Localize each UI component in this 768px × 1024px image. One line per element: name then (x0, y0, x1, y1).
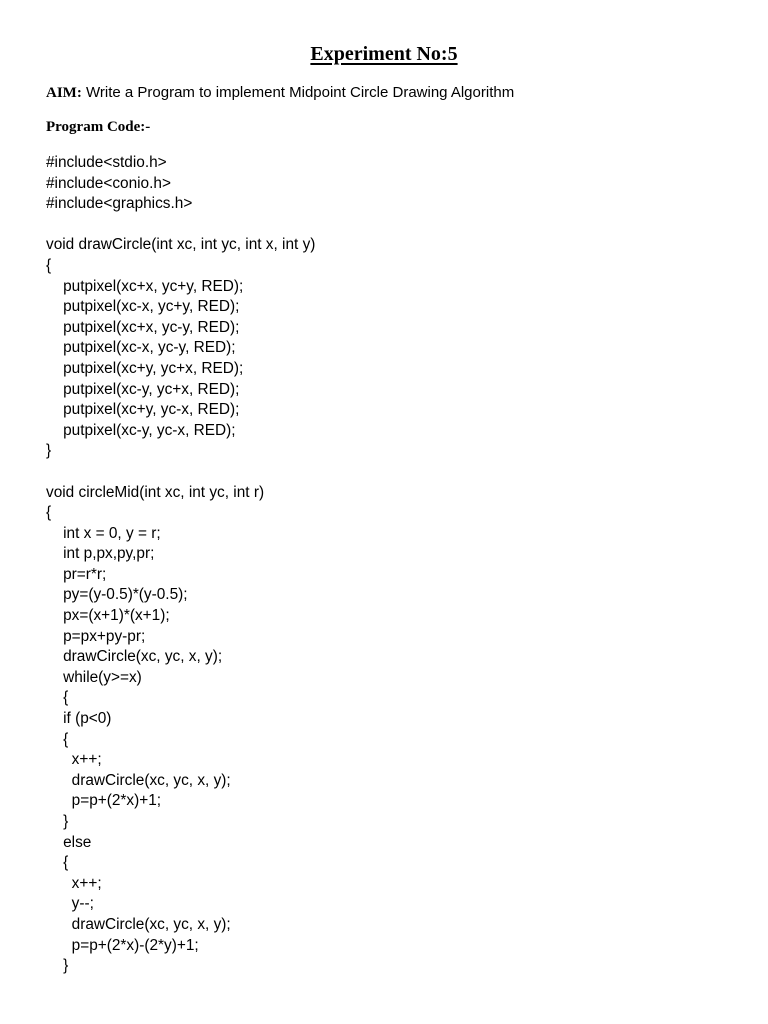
code-line: x++; (46, 751, 102, 769)
code-line: #include<conio.h> (46, 174, 171, 192)
code-line: } (46, 442, 52, 460)
code-line: int x = 0, y = r; (46, 524, 161, 542)
code-line: { (46, 730, 69, 748)
code-line: { (46, 854, 69, 872)
code-line: putpixel(xc+y, yc-x, RED); (46, 401, 240, 419)
code-line: putpixel(xc-x, yc+y, RED); (46, 298, 240, 316)
code-line: else (46, 833, 92, 851)
code-line: { (46, 689, 69, 707)
code-block (46, 153, 315, 977)
code-line: py=(y-0.5)*(y-0.5); (46, 586, 188, 604)
code-line: while(y>=x) (46, 668, 142, 686)
code-line: putpixel(xc+x, yc+y, RED); (46, 277, 244, 295)
code-line: drawCircle(xc, yc, x, y); (46, 771, 231, 789)
aim-text: Write a Program to implement Midpoint Circle Drawing Algorithm (81, 84, 515, 101)
code-line: pr=r*r; (46, 565, 107, 583)
code-line: px=(x+1)*(x+1); (46, 607, 170, 625)
code-line (46, 462, 315, 483)
program-code-heading: Program Code:- (46, 119, 151, 135)
code-line: #include<graphics.h> (46, 195, 193, 213)
code-line: x++; (46, 874, 102, 892)
code-line: putpixel(xc+y, yc+x, RED); (46, 359, 244, 377)
code-line: putpixel(xc+x, yc-y, RED); (46, 318, 240, 336)
code-line: { (46, 504, 52, 522)
code-line: putpixel(xc-x, yc-y, RED); (46, 339, 236, 357)
code-line: } (46, 957, 69, 975)
code-line: p=p+(2*x)+1; (46, 792, 162, 810)
code-line: #include<stdio.h> (46, 154, 167, 171)
code-line: p=px+py-pr; (46, 627, 146, 645)
code-line: void drawCircle(int xc, int yc, int x, int y) (46, 236, 316, 254)
code-line: y--; (46, 895, 94, 913)
code-line: drawCircle(xc, yc, x, y); (46, 648, 223, 666)
code-line: p=p+(2*x)-(2*y)+1; (46, 936, 199, 954)
code-line: putpixel(xc-y, yc-x, RED); (46, 421, 236, 439)
code-line: { (46, 256, 52, 274)
code-line (46, 215, 315, 236)
code-line: } (46, 813, 69, 830)
code-line: putpixel(xc-y, yc+x, RED); (46, 380, 240, 398)
code-line: if (p<0) (46, 710, 112, 728)
page-title: Experiment No:5 (310, 43, 458, 65)
code-line: drawCircle(xc, yc, x, y); (46, 915, 231, 933)
aim-statement (46, 84, 514, 102)
code-line: int p,px,py,pr; (46, 545, 155, 563)
code-line: void circleMid(int xc, int yc, int r) (46, 483, 265, 501)
aim-label: AIM: (46, 85, 82, 101)
